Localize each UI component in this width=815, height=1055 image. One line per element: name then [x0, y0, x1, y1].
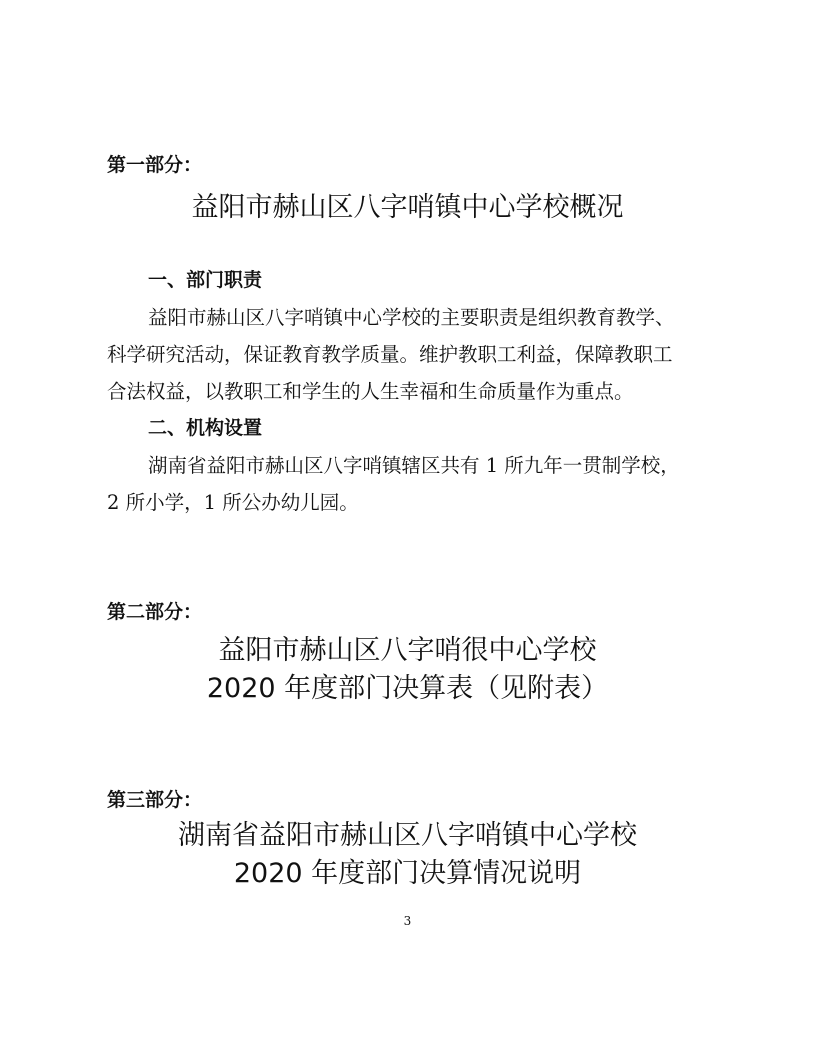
- part2-label: 第二部分：: [107, 601, 203, 623]
- part2-title-line-1: 益阳市赫山区八字哨很中心学校: [218, 635, 597, 666]
- page-number: 3: [403, 914, 412, 928]
- part2-title-line-2: 2020 年度部门决算表（见附表）: [206, 673, 609, 704]
- part1-label: 第一部分：: [107, 154, 203, 176]
- section1-heading: 一、部门职责: [148, 269, 263, 291]
- section2-heading: 二、机构设置: [148, 417, 263, 439]
- section2-line-1: 湖南省益阳市赫山区八字哨镇辖区共有 1 所九年一贯制学校，: [148, 454, 680, 477]
- part3-title-line-1: 湖南省益阳市赫山区八字哨镇中心学校: [178, 820, 637, 851]
- part3-label: 第三部分：: [107, 789, 203, 811]
- part1-title: 益阳市赫山区八字哨镇中心学校概况: [191, 192, 624, 223]
- section2-line-2: 2 所小学，1 所公办幼儿园。: [107, 491, 359, 514]
- part3-title-line-2: 2020 年度部门决算情况说明: [233, 858, 582, 889]
- section1-line-1: 益阳市赫山区八字哨镇中心学校的主要职责是组织教育教学、: [148, 306, 675, 329]
- section1-line-3: 合法权益，以教职工和学生的人生幸福和生命质量作为重点。: [107, 380, 634, 403]
- section1-line-2: 科学研究活动，保证教育教学质量。维护教职工利益，保障教职工: [107, 343, 673, 366]
